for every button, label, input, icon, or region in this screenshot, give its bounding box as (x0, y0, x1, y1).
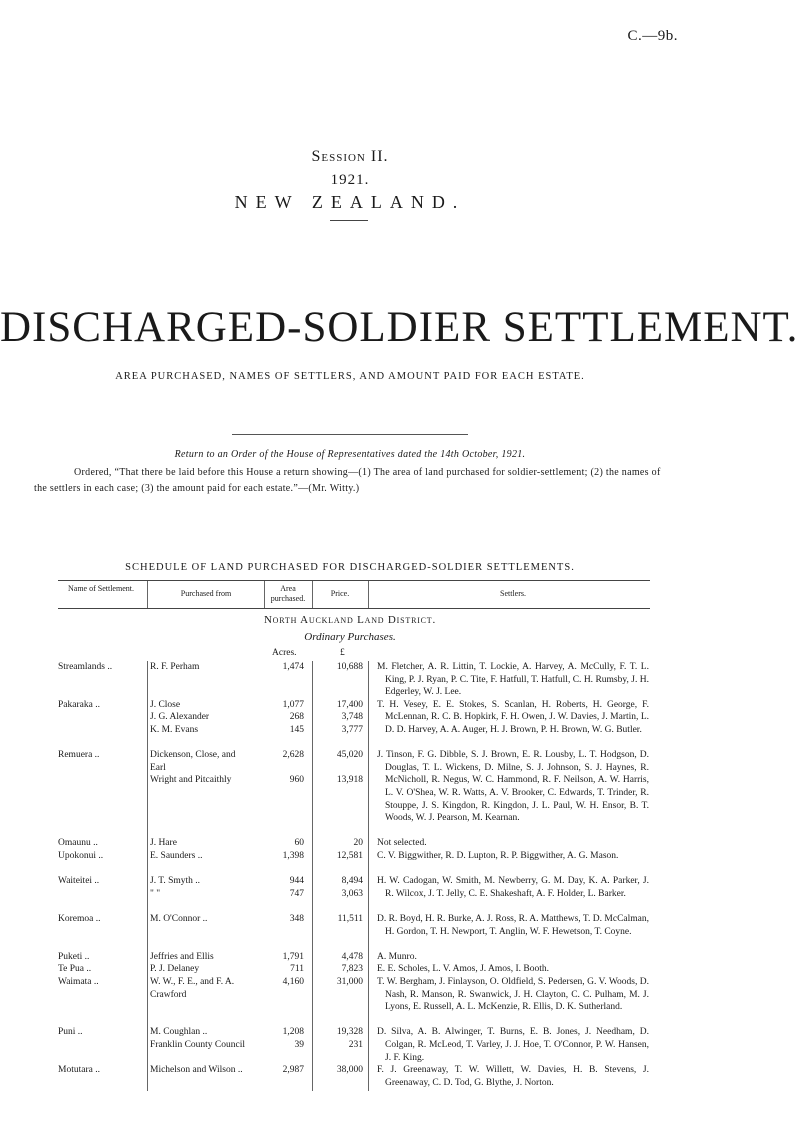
area-purchased: 4,160 (282, 976, 304, 987)
country-label: NEW ZEALAND. (234, 192, 466, 212)
col-divider (368, 581, 369, 608)
purchased-from: Michelson and Wilson .. (150, 1065, 243, 1076)
settlers-list: Not selected. (377, 838, 427, 849)
settlement-name: Te Pua .. (58, 964, 92, 975)
area-purchased: 1,474 (282, 662, 304, 672)
price: 45,020 13,918 (336, 750, 363, 786)
purchased-from: R. F. Perham (150, 662, 200, 672)
divider (232, 434, 468, 435)
price: 20 (353, 838, 363, 849)
settlement-name: Upokonui .. (58, 850, 104, 861)
table-row (0, 976, 700, 1026)
table-row (0, 951, 700, 964)
price: 38,000 (336, 1065, 363, 1076)
purchased-from: J. T. Smyth .. " " (150, 876, 201, 899)
units-price: £ (340, 648, 345, 658)
area-purchased: 2,628 960 (282, 750, 304, 786)
price: 12,581 (336, 850, 363, 861)
area-purchased: 1,208 39 (282, 1027, 304, 1050)
table-row (0, 963, 700, 976)
schedule-title: SCHEDULE OF LAND PURCHASED FOR DISCHARGED-SOLDIER SETTLEMENTS. (125, 562, 575, 573)
price: 17,400 3,748 3,777 (336, 699, 363, 735)
col-head-name: Name of Settlement. (68, 584, 134, 593)
area-purchased: 1,398 (282, 850, 304, 861)
table-row (0, 875, 700, 913)
purchased-from: J. Close J. G. Alexander K. M. Evans (150, 699, 210, 735)
settlement-name: Waimata .. (58, 976, 99, 987)
purchased-from: P. J. Delaney (150, 964, 200, 975)
purchased-from: M. O'Connor .. (150, 913, 208, 924)
purchased-from: Jeffries and Ellis (150, 951, 214, 962)
settlement-name: Streamlands .. (58, 662, 113, 672)
settlement-name: Remuera .. (58, 750, 100, 761)
table-row (0, 661, 700, 699)
area-purchased: 2,987 (282, 1065, 304, 1076)
col-divider (264, 581, 265, 608)
settlers-list: H. W. Cadogan, W. Smith, M. Newberry, G. M. Day, K. A. Parker, J. R. Wilcox, J. T. Jelly, C. E. Shakeshaft, A. F. Holder, L. Barker. (377, 876, 649, 899)
col-divider (312, 581, 313, 608)
purchased-from: W. W., F. E., and F. A. Crawford (150, 976, 235, 1000)
col-divider (147, 581, 148, 608)
section-heading: Ordinary Purchases. (304, 631, 396, 643)
table-row (0, 850, 700, 875)
small-divider (330, 220, 368, 221)
settlement-name: Waiteitei .. (58, 876, 100, 887)
table-row (0, 913, 700, 951)
price: 11,511 (337, 913, 363, 924)
settlers-list: D. Silva, A. B. Alwinger, T. Burns, E. B. Jones, J. Needham, D. Colgan, R. McLeod, T. Varley, J. J. Hoe, T. O'Connor, P. W. Hansen, J. F. King. (377, 1027, 649, 1063)
table-row (0, 837, 700, 850)
return-line: Return to an Order of the House of Representatives dated the 14th October, 1921. (174, 449, 526, 460)
settlement-name: Puni .. (58, 1027, 83, 1038)
price: 19,328 231 (336, 1027, 363, 1050)
col-head-area: Area purchased. (270, 584, 306, 603)
settlers-list: D. R. Boyd, H. R. Burke, A. J. Ross, R. A. Matthews, T. D. McCalman, H. Gordon, T. H. Newport, T. Anglin, W. F. Hewetson, T. Coyne. (377, 913, 649, 937)
year-label: 1921. (330, 172, 370, 188)
table-row (0, 1026, 700, 1064)
units-acres: Acres. (272, 648, 297, 658)
ordered-paragraph: Ordered, “That there be laid before this House a return showing—(1) The area of land purchased for soldier-settlement; (2) the names of the settlers in each case; (3) the amount paid for each estate.”—(Mr. Witty.) (34, 467, 661, 494)
price: 7,823 (341, 964, 363, 975)
area-purchased: 944 747 (289, 876, 304, 899)
table-row (0, 749, 700, 837)
area-purchased: 1,077 268 145 (282, 699, 304, 735)
subtitle: AREA PURCHASED, NAMES OF SETTLERS, AND AMOUNT PAID FOR EACH ESTATE. (115, 371, 585, 382)
purchased-from: Dickenson, Close, and Earl Wright and Pitcaithly (150, 750, 236, 786)
settlers-list: F. J. Greenaway, T. W. Willett, W. Davies, H. B. Stevens, J. Greenaway, C. D. Tod, G. Blythe, J. Norton. (377, 1065, 649, 1088)
purchased-from: M. Coughlan .. Franklin County Council (150, 1027, 245, 1050)
settlers-list: T. W. Bergham, J. Finlayson, O. Oldfield, S. Pedersen, G. V. Woods, D. Nash, R. Manson, R. Swanwick, J. H. Clayton, C. C. Pulham, M. J. Lyons, E. Russell, A. L. McKenzie, R. Ellis, D. K. Sutherland. (377, 976, 649, 1013)
col-head-settlers: Settlers. (500, 589, 526, 598)
price: 4,478 (341, 951, 363, 962)
session-label: Session II. (311, 148, 389, 165)
schedule-table (0, 661, 700, 1089)
settlement-name: Motutara .. (58, 1065, 100, 1076)
col-head-price: Price. (330, 589, 350, 598)
page-code: C.—9b. (627, 28, 678, 44)
table-row (0, 699, 700, 749)
settlement-name: Pakaraka .. (58, 699, 100, 710)
price: 10,688 (336, 662, 363, 672)
settlers-list: T. H. Vesey, E. E. Stokes, S. Scanlan, H. Roberts, H. George, F. McLennan, R. C. B. Hopkirk, F. H. Owen, J. W. Davies, J. Martin, L. D. D. Harvey, A. A. Auger, H. J. Brown, P. H. Brown, W. G. Butler. (377, 699, 649, 735)
price: 8,494 3,063 (341, 876, 363, 899)
settlers-list: A. Munro. (377, 951, 417, 962)
area-purchased: 348 (289, 913, 304, 924)
settlers-list: M. Fletcher, A. R. Littin, T. Lockie, A. Harvey, A. McCully, F. T. L. King, P. J. Ryan, P. C. Tite, F. Hatfull, T. Hatfull, C. H. Rumsby, J. H. Edgerley, W. J. Lee. (377, 662, 649, 698)
settlement-name: Puketi .. (58, 951, 90, 962)
settlers-list: J. Tinson, F. G. Dibble, S. J. Brown, E. R. Lousby, L. T. Hodgson, D. Douglas, T. L. Wickens, D. Milne, S. J. Johnson, S. J. Haynes, R. McNicholl, R. Negus, W. C. Hammond, R. F. Neilson, A. W. Harris, L. V. O'Shea, W. R. Watts, A. V. Brooker, C. Edwards, T. Trinder, R. Stouppe, J. S. Kingdon, R. Kingdon, J. L. Paul, W. H. Ensor, B. T. Woods, W. J. Pearson, M. Kearnan. (377, 750, 649, 824)
purchased-from: E. Saunders .. (150, 850, 203, 861)
settlers-list: E. E. Scholes, L. V. Amos, J. Amos, I. Booth. (377, 964, 549, 975)
table-row (0, 1064, 700, 1089)
settlement-name: Omaunu .. (58, 838, 98, 849)
area-purchased: 1,791 (282, 951, 304, 962)
area-purchased: 711 (290, 964, 304, 975)
main-title: DISCHARGED-SOLDIER SETTLEMENT. (0, 304, 798, 351)
settlement-name: Koremoa .. (58, 913, 101, 924)
area-purchased: 60 (294, 838, 304, 849)
district-heading: North Auckland Land District. (263, 614, 437, 626)
purchased-from: J. Hare (150, 838, 177, 849)
settlers-list: C. V. Biggwither, R. D. Lupton, R. P. Biggwither, A. G. Mason. (377, 850, 619, 861)
header-rule-bottom (58, 608, 650, 609)
price: 31,000 (336, 976, 363, 987)
col-head-from: Purchased from (180, 589, 232, 598)
